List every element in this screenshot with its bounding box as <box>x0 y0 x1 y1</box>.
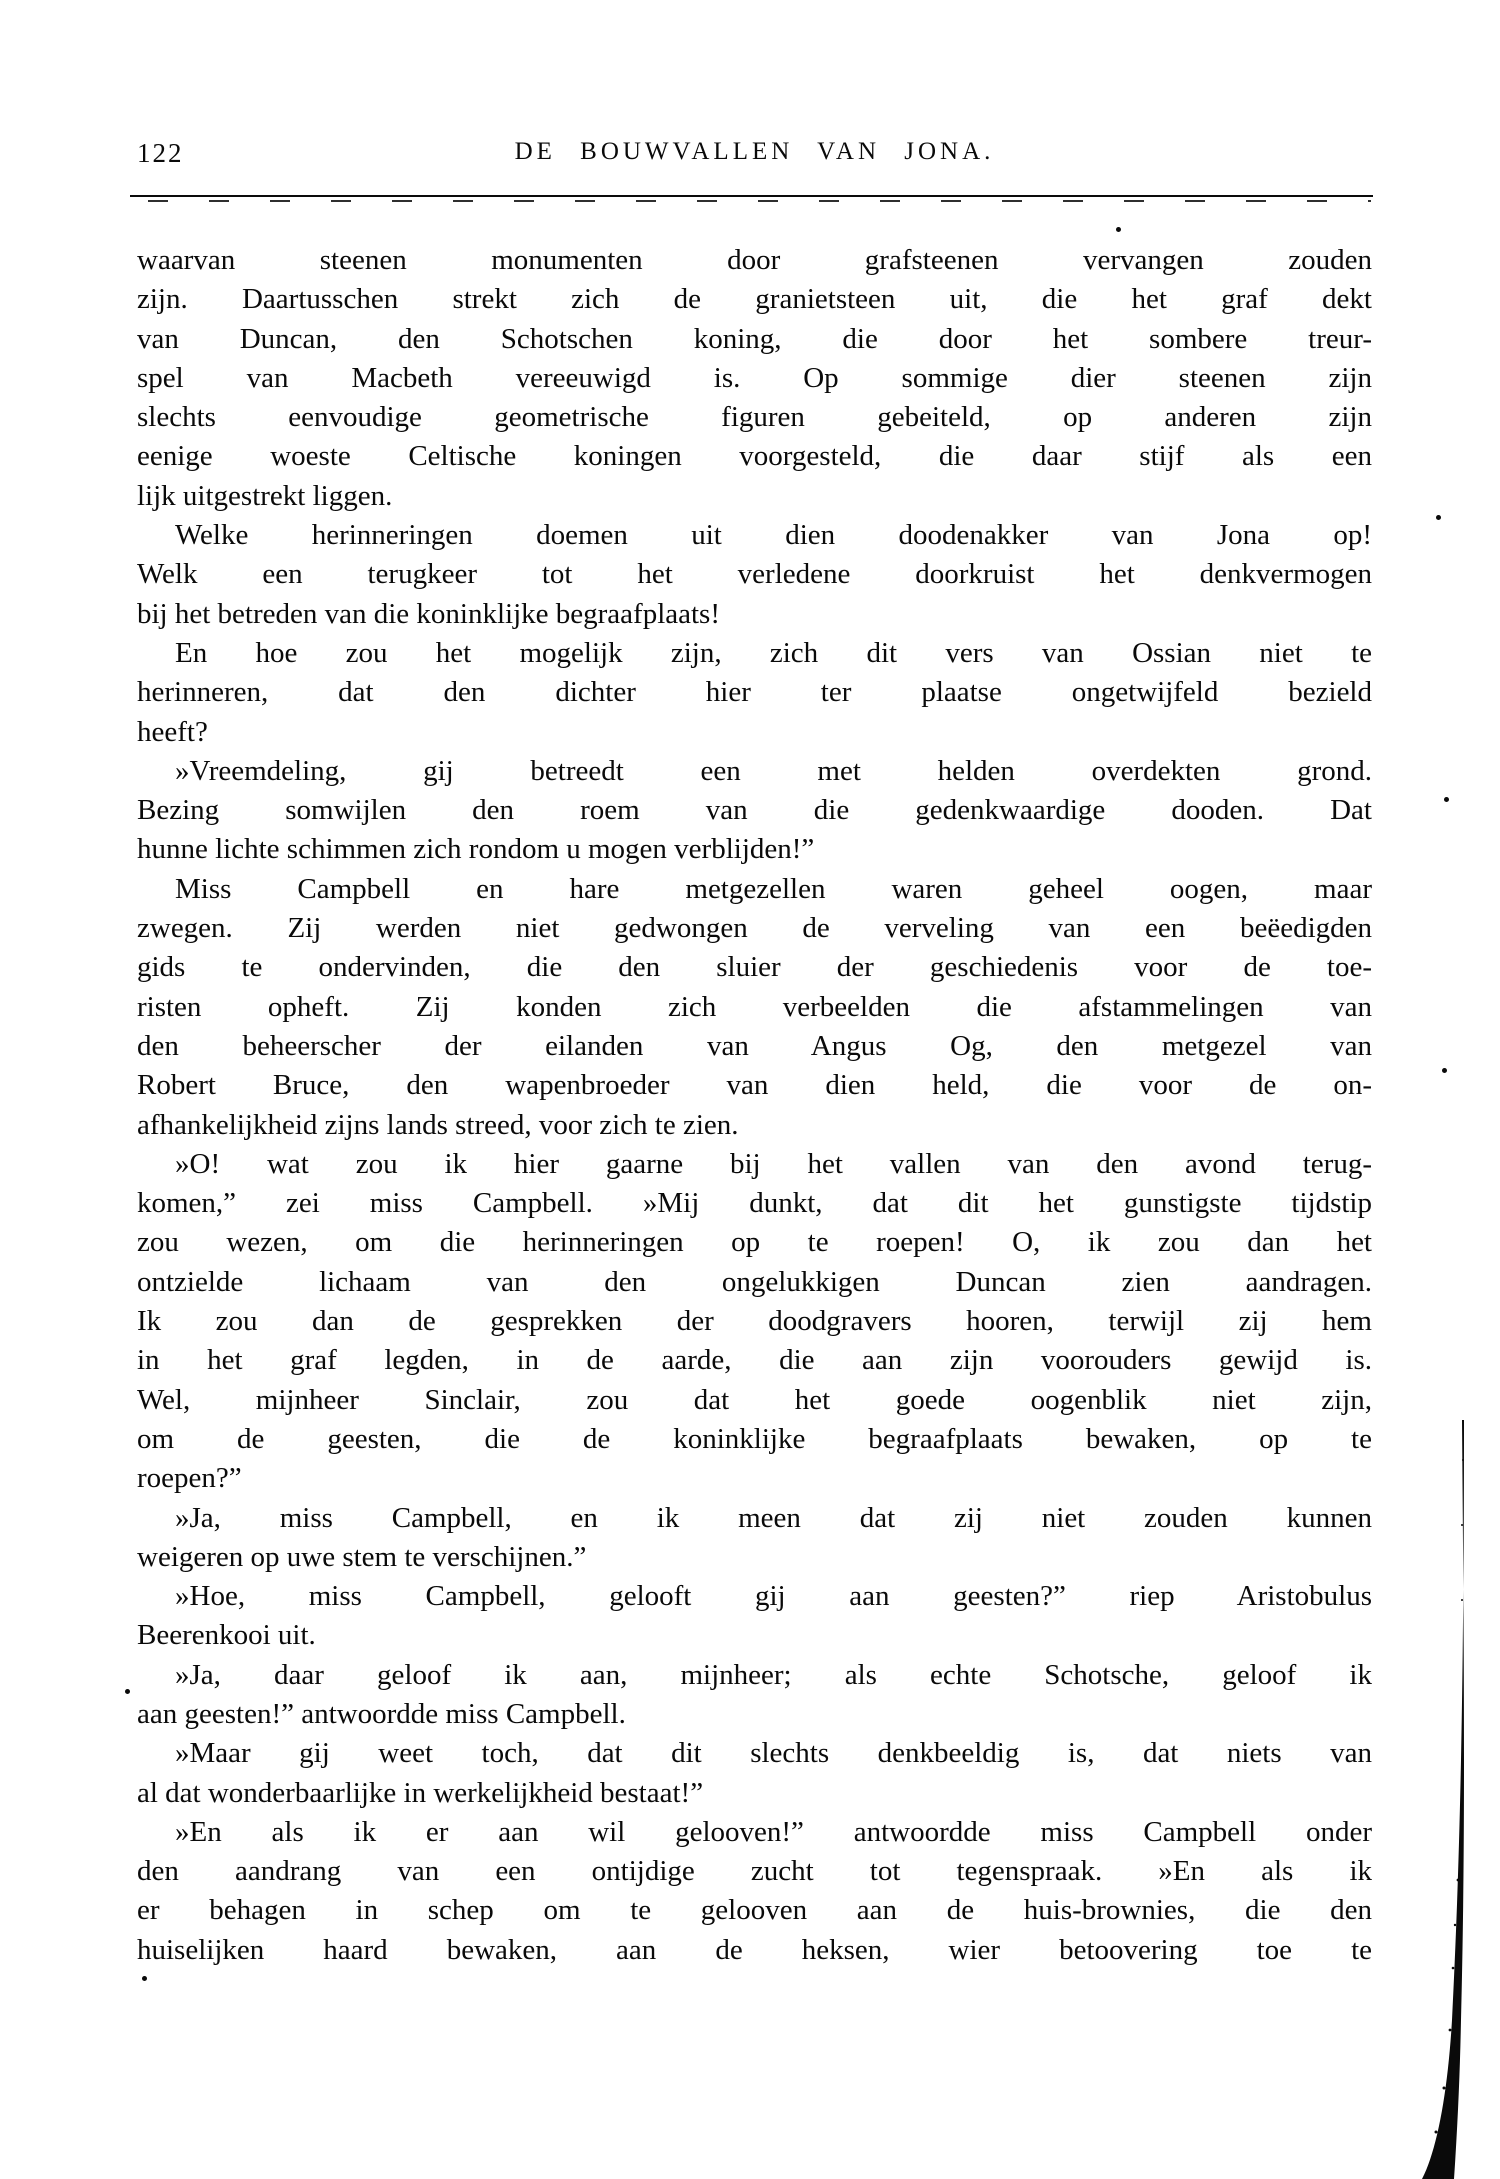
text-line: aan geesten!” antwoordde miss Campbell. <box>137 1697 626 1730</box>
text-line: »Hoe, miss Campbell, gelooft gij aan geesten?” riep Aristobulus <box>175 1580 1372 1613</box>
text-line: afhankelijkheid zijns lands streed, voor zich te zien. <box>137 1108 739 1141</box>
text-line: Bezing somwijlen den roem van die gedenkwaardige dooden. Dat <box>137 794 1372 827</box>
text-line: Beerenkooi uit. <box>137 1619 316 1652</box>
text-line: hunne lichte schimmen zich rondom u mogen verblijden!” <box>137 833 815 866</box>
text-line: huiselijken haard bewaken, aan de heksen, wier betoovering toe te <box>137 1933 1372 1966</box>
text-line: »O! wat zou ik hier gaarne bij het vallen van den avond terug- <box>175 1147 1372 1180</box>
text-line: van Duncan, den Schotschen koning, die door het sombere treur- <box>137 322 1372 355</box>
text-line: den aandrang van een ontijdige zucht tot tegenspraak. »En als ik <box>137 1855 1372 1888</box>
body-text <box>137 241 1372 1970</box>
text-line: eenige woeste Celtische koningen voorgesteld, die daar stijf als een <box>137 440 1372 473</box>
text-line: slechts eenvoudige geometrische figuren gebeiteld, op anderen zijn <box>137 401 1372 434</box>
text-line: Welke herinneringen doemen uit dien doodenakker van Jona op! <box>175 519 1372 552</box>
text-line: lijk uitgestrekt liggen. <box>137 479 393 512</box>
text-line: spel van Macbeth vereeuwigd is. Op sommige dier steenen zijn <box>137 361 1372 394</box>
text-line: Wel, mijnheer Sinclair, zou dat het goede oogenblik niet zijn, <box>137 1383 1372 1416</box>
text-line: Welk een terugkeer tot het verledene doorkruist het denkvermogen <box>137 558 1372 591</box>
text-line: Ik zou dan de gesprekken der doodgravers hooren, terwijl zij hem <box>137 1305 1372 1338</box>
text-line: »Ja, miss Campbell, en ik meen dat zij niet zouden kunnen <box>175 1501 1372 1534</box>
text-line: roepen?” <box>137 1462 242 1495</box>
binding-shadow-artifact <box>1408 1420 1468 2179</box>
text-line: »En als ik er aan wil gelooven!” antwoordde miss Campbell onder <box>175 1815 1372 1848</box>
text-line: waarvan steenen monumenten door grafsteenen vervangen zouden <box>137 244 1372 276</box>
page-number: 122 <box>137 138 184 168</box>
page-header <box>137 138 1372 172</box>
text-line: zou wezen, om die herinneringen op te roepen! O, ik zou dan het <box>137 1226 1372 1259</box>
text-line: er behagen in schep om te gelooven aan de huis-brownies, die den <box>137 1894 1372 1927</box>
text-line: herinneren, dat den dichter hier ter plaatse ongetwijfeld bezield <box>137 676 1372 709</box>
text-line: om de geesten, die de koninklijke begraafplaats bewaken, op te <box>137 1422 1372 1455</box>
text-line: Miss Campbell en hare metgezellen waren geheel oogen, maar <box>175 872 1372 905</box>
text-line: »Vreemdeling, gij betreedt een met helden overdekten grond. <box>175 754 1372 787</box>
text-line: ontzielde lichaam van den ongelukkigen Duncan zien aandragen. <box>137 1265 1372 1298</box>
text-line: zwegen. Zij werden niet gedwongen de verveling van een beëedigden <box>137 912 1372 945</box>
text-line: Robert Bruce, den wapenbroeder van dien held, die voor de on- <box>137 1069 1372 1102</box>
text-line: al dat wonderbaarlijke in werkelijkheid bestaat!” <box>137 1776 704 1809</box>
scan-specks <box>0 0 3 3</box>
text-line: risten opheft. Zij konden zich verbeelden die afstammelingen van <box>137 990 1372 1023</box>
text-line: En hoe zou het mogelijk zijn, zich dit vers van Ossian niet te <box>175 636 1372 669</box>
text-line: heeft? <box>137 715 208 748</box>
text-line: »Maar gij weet toch, dat dit slechts denkbeeldig is, dat niets van <box>175 1737 1372 1770</box>
text-line: bij het betreden van die koninklijke begraafplaats! <box>137 597 721 630</box>
text-line: den beheerscher der eilanden van Angus Og, den metgezel van <box>137 1029 1372 1062</box>
text-line: in het graf legden, in de aarde, die aan zijn voorouders gewijd is. <box>137 1344 1372 1377</box>
text-line: »Ja, daar geloof ik aan, mijnheer; als echte Schotsche, geloof ik <box>175 1658 1372 1691</box>
running-title: DE BOUWVALLEN VAN JONA. <box>514 138 995 165</box>
text-line: zijn. Daartusschen strekt zich de granietsteen uit, die het graf dekt <box>137 283 1372 316</box>
text-line: gids te ondervinden, die den sluier der geschiedenis voor de toe- <box>137 951 1372 984</box>
header-rule <box>130 195 1373 197</box>
text-line: komen,” zei miss Campbell. »Mij dunkt, dat dit het gunstigste tijdstip <box>137 1187 1372 1220</box>
text-line: weigeren op uwe stem te verschijnen.” <box>137 1540 587 1573</box>
